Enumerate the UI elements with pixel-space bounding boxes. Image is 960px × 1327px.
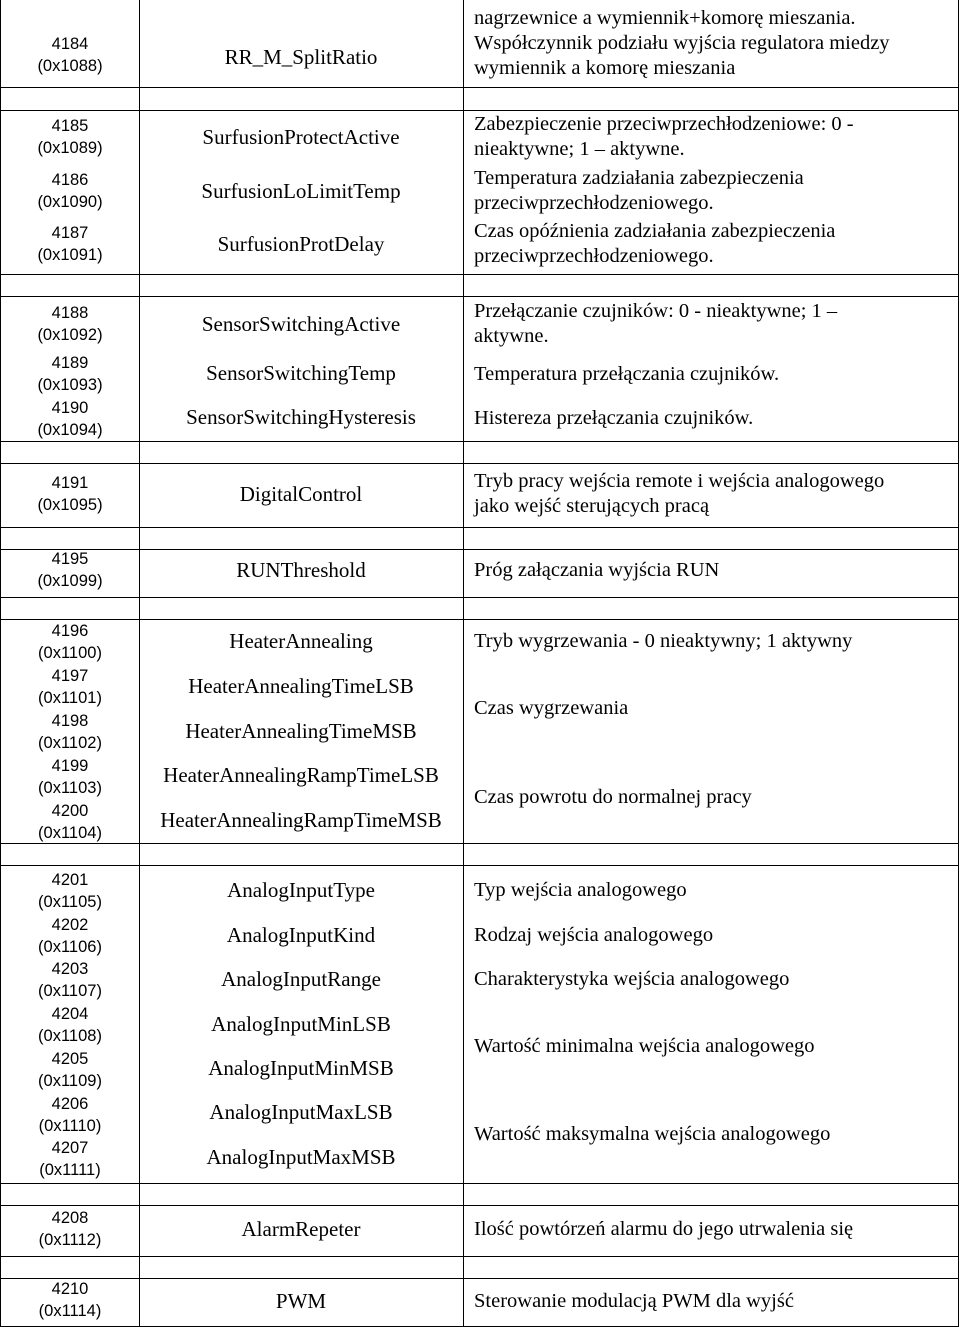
register-hex: (0x1088) — [37, 57, 103, 75]
register-name: AnalogInputMinLSB — [211, 1011, 391, 1036]
register-number: 4199 — [51, 757, 89, 775]
description-line: Czas powrotu do normalnej pracy — [474, 785, 752, 808]
register-address — [1, 1045, 139, 1095]
register-hex: (0x1090) — [37, 193, 103, 211]
row-divider — [0, 1205, 959, 1206]
register-description — [474, 1216, 954, 1242]
register-description — [474, 1288, 954, 1314]
register-number: 4189 — [51, 354, 89, 372]
register-number: 4205 — [51, 1050, 89, 1068]
row-divider — [0, 110, 959, 111]
description-line: Wartość maksymalna wejścia analogowego — [474, 1122, 831, 1145]
register-address — [1, 112, 139, 162]
register-name: PWM — [275, 1288, 327, 1313]
register-number: 4188 — [51, 304, 89, 322]
register-hex: (0x1094) — [37, 421, 103, 439]
description-line: Rodzaj wejścia analogowego — [474, 923, 714, 946]
register-address — [1, 866, 139, 916]
register-description — [474, 361, 954, 387]
register-address — [1, 752, 139, 802]
register-description — [474, 166, 954, 216]
register-address — [1, 1275, 139, 1325]
register-description — [474, 469, 954, 519]
register-address — [1, 662, 139, 712]
description-line: Charakterystyka wejścia analogowego — [474, 967, 790, 990]
register-hex: (0x1100) — [38, 644, 102, 662]
register-hex: (0x1105) — [38, 893, 102, 911]
register-name: SensorSwitchingHysteresis — [186, 404, 416, 429]
register-number: 4201 — [51, 871, 89, 889]
description-line: jako wejść sterujących pracą — [474, 495, 710, 517]
register-description — [474, 405, 954, 431]
register-description — [474, 557, 954, 583]
register-name: AnalogInputType — [227, 877, 375, 902]
register-name: SensorSwitchingTemp — [206, 360, 396, 385]
row-divider — [0, 274, 959, 275]
register-name: HeaterAnnealingRampTimeMSB — [160, 807, 442, 832]
register-address — [1, 911, 139, 961]
register-hex: (0x1110) — [38, 1117, 102, 1135]
row-divider — [0, 619, 959, 620]
column-divider — [463, 0, 464, 1327]
register-number: 4186 — [51, 171, 89, 189]
register-number: 4191 — [51, 474, 89, 492]
register-address — [1, 617, 139, 667]
description-line: Typ wejścia analogowego — [474, 878, 687, 901]
description-line: Histereza przełączania czujników. — [474, 406, 754, 429]
row-divider — [0, 1256, 959, 1257]
description-line: Przełączanie czujników: 0 - nieaktywne; 1 – — [474, 300, 838, 322]
register-number: 4184 — [51, 35, 89, 53]
register-number: 4185 — [51, 117, 89, 135]
register-address — [1, 469, 139, 519]
description-line: aktywne. — [474, 325, 549, 347]
register-name: AnalogInputKind — [226, 922, 376, 947]
register-number: 4197 — [51, 667, 89, 685]
register-hex: (0x1103) — [38, 779, 102, 797]
register-hex: (0x1107) — [38, 982, 102, 1000]
register-number: 4208 — [51, 1209, 89, 1227]
register-hex: (0x1089) — [37, 139, 103, 157]
description-line: Czas wygrzewania — [474, 696, 629, 719]
register-name: HeaterAnnealing — [229, 628, 373, 653]
description-line: Wartość minimalna wejścia analogowego — [474, 1034, 815, 1057]
register-address — [1, 955, 139, 1005]
description-line: przeciwprzechłodzeniowego. — [474, 245, 714, 267]
description-line: Tryb wygrzewania - 0 nieaktywny; 1 aktywny — [474, 629, 853, 652]
row-divider — [0, 463, 959, 464]
register-name: AnalogInputRange — [221, 966, 381, 991]
register-address — [1, 545, 139, 595]
description-line: Sterowanie modulacją PWM dla wyjść — [474, 1289, 794, 1312]
register-hex: (0x1114) — [38, 1302, 102, 1320]
register-hex: (0x1095) — [37, 496, 103, 514]
register-number: 4203 — [51, 960, 89, 978]
description-line: nagrzewnice a wymiennik+komorę mieszania. — [474, 6, 856, 29]
register-address — [1, 166, 139, 216]
register-hex: (0x1101) — [38, 689, 102, 707]
register-address — [1, 1134, 139, 1184]
register-hex: (0x1108) — [38, 1027, 102, 1045]
register-address — [1, 1000, 139, 1050]
register-number: 4198 — [51, 712, 89, 730]
register-name: SurfusionLoLimitTemp — [201, 178, 401, 203]
register-description — [474, 299, 954, 349]
register-hex: (0x1106) — [38, 938, 102, 956]
register-number: 4202 — [51, 916, 89, 934]
register-address — [1, 707, 139, 757]
register-hex: (0x1109) — [38, 1072, 102, 1090]
register-number: 4206 — [51, 1095, 89, 1113]
description-line: Współczynnik podziału wyjścia regulatora miedzy — [474, 31, 890, 54]
register-name: AlarmRepeter — [241, 1216, 361, 1241]
register-hex: (0x1092) — [37, 326, 103, 344]
register-name: AnalogInputMaxMSB — [206, 1144, 396, 1169]
register-name: SurfusionProtectActive — [202, 124, 400, 149]
register-hex: (0x1102) — [38, 734, 102, 752]
register-address — [1, 797, 139, 847]
row-divider — [0, 441, 959, 442]
row-divider — [0, 1278, 959, 1279]
register-description — [474, 966, 954, 992]
register-address — [1, 1090, 139, 1140]
description-line: Ilość powtórzeń alarmu do jego utrwalenia się — [474, 1217, 854, 1240]
description-line: Czas opóźnienia zadziałania zabezpieczenia — [474, 220, 836, 242]
register-address — [1, 1204, 139, 1254]
register-name: AnalogInputMinMSB — [208, 1055, 394, 1080]
row-divider — [0, 87, 959, 88]
register-name: HeaterAnnealingRampTimeLSB — [163, 762, 439, 787]
register-name: RR_M_SplitRatio — [224, 44, 378, 69]
description-line: Tryb pracy wejścia remote i wejścia analogowego — [474, 470, 885, 492]
row-divider — [0, 549, 959, 550]
register-description — [474, 1121, 954, 1147]
row-divider — [0, 527, 959, 528]
register-address — [1, 299, 139, 349]
register-name: AnalogInputMaxLSB — [209, 1099, 393, 1124]
register-number: 4210 — [51, 1280, 89, 1298]
register-address — [1, 219, 139, 269]
description-line: Temperatura przełączania czujników. — [474, 362, 780, 385]
description-line: nieaktywne; 1 – aktywne. — [474, 138, 685, 160]
row-divider — [0, 296, 959, 297]
row-divider — [0, 865, 959, 866]
register-number: 4187 — [51, 224, 89, 242]
register-hex: (0x1091) — [37, 246, 103, 264]
register-number: 4200 — [51, 802, 89, 820]
register-hex: (0x1111) — [39, 1161, 101, 1179]
row-divider — [0, 1183, 959, 1184]
row-divider — [0, 597, 959, 598]
register-description — [474, 628, 954, 654]
description-line: Temperatura zadziałania zabezpieczenia — [474, 167, 804, 189]
register-address — [1, 30, 139, 80]
register-hex: (0x1104) — [38, 824, 102, 842]
description-line: przeciwprzechłodzeniowego. — [474, 192, 714, 214]
description-line: Próg załączania wyjścia RUN — [474, 558, 720, 581]
register-description — [474, 877, 954, 903]
register-name: HeaterAnnealingTimeLSB — [188, 673, 414, 698]
register-number: 4204 — [51, 1005, 89, 1023]
register-description — [474, 922, 954, 948]
register-description — [474, 1033, 954, 1059]
register-description — [474, 4, 954, 82]
register-address — [1, 394, 139, 444]
description-line: Zabezpieczenie przeciwprzechłodzeniowe: 0 - — [474, 113, 854, 135]
register-number: 4190 — [51, 399, 89, 417]
register-hex: (0x1093) — [37, 376, 103, 394]
register-address — [1, 349, 139, 399]
register-number: 4195 — [51, 550, 89, 568]
register-name: DigitalControl — [239, 481, 363, 506]
register-hex: (0x1099) — [37, 572, 103, 590]
register-description — [474, 695, 954, 721]
register-name: RUNThreshold — [236, 557, 366, 582]
register-name: SensorSwitchingActive — [201, 311, 401, 336]
register-description — [474, 219, 954, 269]
register-description — [474, 784, 954, 810]
register-name: HeaterAnnealingTimeMSB — [185, 718, 417, 743]
register-number: 4196 — [51, 622, 89, 640]
description-line: wymiennik a komorę mieszania — [474, 56, 736, 79]
register-name: SurfusionProtDelay — [217, 231, 385, 256]
column-divider — [958, 0, 959, 1327]
register-description — [474, 112, 954, 162]
row-divider — [0, 843, 959, 844]
register-number: 4207 — [51, 1139, 89, 1157]
register-hex: (0x1112) — [38, 1231, 102, 1249]
